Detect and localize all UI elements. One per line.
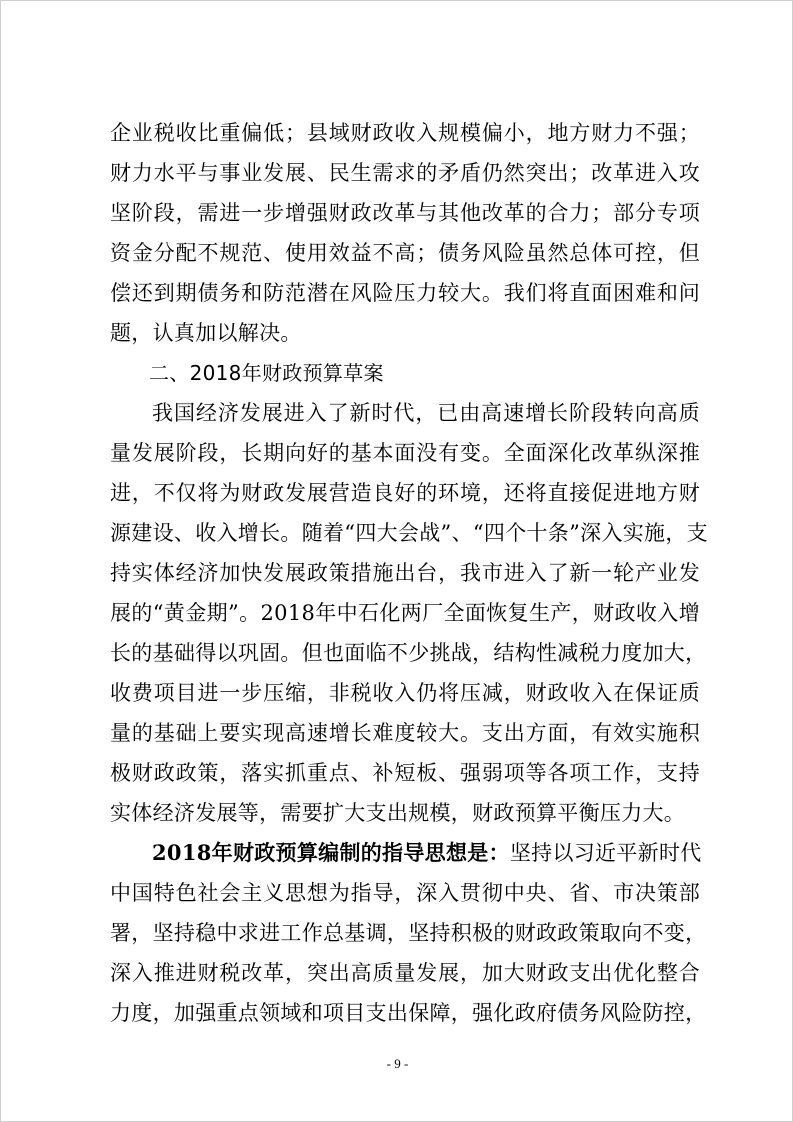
paragraph-3 <box>110 833 707 1033</box>
document-body <box>110 113 708 1033</box>
text-line: 中国特色社会主义思想为指导，深入贯彻中央、省、市决策部 <box>110 881 700 905</box>
text-line: 长的基础得以巩固。但也面临不少挑战，结构性减税力度加大， <box>110 641 707 665</box>
text-line: 财力水平与事业发展、民生需求的矛盾仍然突出；改革进入攻 <box>110 161 700 185</box>
text-line: 极财政政策，落实抓重点、补短板、强弱项等各项工作，支持 <box>110 761 700 785</box>
text-line: 深入推进财税改革，突出高质量发展，加大财政支出优化整合 <box>110 961 700 985</box>
text-line: 量发展阶段，长期向好的基本面没有变。全面深化改革纵深推 <box>110 441 700 465</box>
text-line: 持实体经济加快发展政策措施出台，我市进入了新一轮产业发 <box>110 561 700 585</box>
section-heading: 二、2018年财政预算草案 <box>149 361 384 385</box>
text-line: 量的基础上要实现高速增长难度较大。支出方面，有效实施积 <box>110 721 700 745</box>
paragraph-1 <box>110 113 700 353</box>
text-line: 展的“黄金期”。2018年中石化两厂全面恢复生产，财政收入增 <box>110 601 700 625</box>
text-line: 我国经济发展进入了新时代，已由高速增长阶段转向高质 <box>152 401 700 425</box>
text-line: 题，认真加以解决。 <box>110 321 302 345</box>
text-span: 坚持以习近平新时代 <box>509 841 702 865</box>
text-line: 实体经济发展等，需要扩大支出规模，财政预算平衡压力大。 <box>110 801 686 825</box>
paragraph-2 <box>110 393 708 833</box>
text-line: 坚阶段，需进一步增强财政改革与其他改革的合力；部分专项 <box>110 201 700 225</box>
guiding-principle-lead: 2018年财政预算编制的指导思想是： <box>152 840 510 865</box>
text-line: 收费项目进一步压缩，非税收入仍将压减，财政收入在保证质 <box>110 681 700 705</box>
text-line: 企业税收比重偏低；县域财政收入规模偏小，地方财力不强； <box>110 121 700 145</box>
text-line: 署，坚持稳中求进工作总基调，坚持积极的财政政策取向不变， <box>110 921 707 945</box>
text-line: 资金分配不规范、使用效益不高；债务风险虽然总体可控，但 <box>110 241 700 265</box>
text-line: 偿还到期债务和防范潜在风险压力较大。我们将直面困难和问 <box>110 281 700 305</box>
page-number: - 9 - <box>386 1056 409 1071</box>
text-line: 源建设、收入增长。随着“四大会战”、“四个十条”深入实施，支 <box>110 521 708 545</box>
text-line <box>110 833 700 873</box>
text-line: 力度，加强重点领域和项目支出保障，强化政府债务风险防控， <box>110 1001 707 1025</box>
text-line: 进，不仅将为财政发展营造良好的环境，还将直接促进地方财 <box>110 481 700 505</box>
